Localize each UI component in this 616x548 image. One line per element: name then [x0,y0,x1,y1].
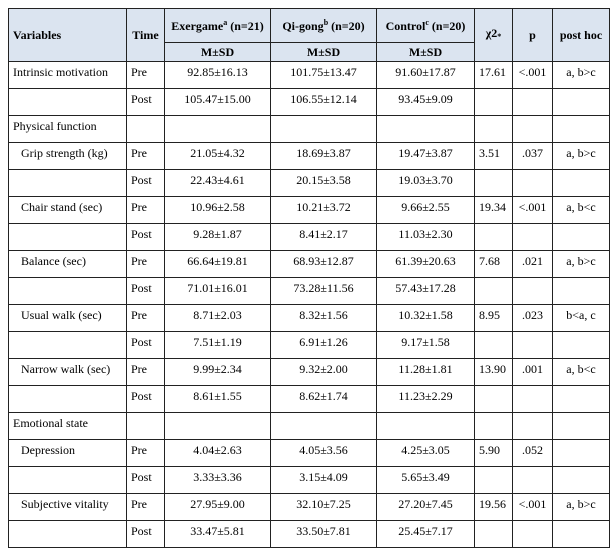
row-posthoc [553,89,610,116]
row-time: Post [127,224,165,251]
row-control [377,413,475,440]
table-row [9,62,610,89]
row-control: 19.47±3.87 [377,143,475,170]
row-posthoc: b<a, c [553,305,610,332]
row-p [513,386,553,413]
control-name: Control [385,18,426,33]
row-variable: Subjective vitality [9,494,127,521]
row-qigong: 20.15±3.58 [271,170,377,197]
subheader-msd-control: M±SD [377,43,475,62]
table-row [9,386,610,413]
row-exergame: 21.05±4.32 [165,143,271,170]
row-p [513,170,553,197]
row-time: Post [127,521,165,548]
row-chi: 19.34 [475,197,513,224]
row-variable [9,386,127,413]
row-posthoc [553,170,610,197]
row-posthoc [553,116,610,143]
row-qigong: 8.62±1.74 [271,386,377,413]
col-header-time: Time [127,9,165,62]
row-qigong: 10.21±3.72 [271,197,377,224]
col-header-chi [475,9,513,62]
table-row [9,170,610,197]
qigong-name: Qi-gong [282,18,324,33]
row-posthoc [553,413,610,440]
row-chi [475,89,513,116]
row-p: .023 [513,305,553,332]
qigong-sup: b [323,17,329,27]
row-chi: 13.90 [475,359,513,386]
row-p [513,521,553,548]
table-row [9,305,610,332]
row-qigong: 6.91±1.26 [271,332,377,359]
row-p [513,332,553,359]
row-posthoc [553,521,610,548]
row-time: Post [127,332,165,359]
row-posthoc [553,386,610,413]
row-control: 57.43±17.28 [377,278,475,305]
row-p: .052 [513,440,553,467]
row-posthoc [553,332,610,359]
table-row [9,89,610,116]
row-posthoc [553,278,610,305]
row-control: 25.45±7.17 [377,521,475,548]
col-header-posthoc: post hoc [553,9,610,62]
qigong-n: (n=20) [328,18,365,33]
table-row [9,278,610,305]
row-qigong [271,413,377,440]
row-p: .037 [513,143,553,170]
row-control: 9.66±2.55 [377,197,475,224]
row-time: Post [127,467,165,494]
row-chi: 5.90 [475,440,513,467]
row-exergame: 7.51±1.19 [165,332,271,359]
col-header-p: p [513,9,553,62]
row-chi: 7.68 [475,251,513,278]
table-row [9,494,610,521]
row-variable [9,332,127,359]
row-control: 10.32±1.58 [377,305,475,332]
row-variable: Chair stand (sec) [9,197,127,224]
row-exergame: 8.61±1.55 [165,386,271,413]
row-control: 4.25±3.05 [377,440,475,467]
row-exergame: 4.04±2.63 [165,440,271,467]
row-control: 11.28±1.81 [377,359,475,386]
row-p: <.001 [513,62,553,89]
chi-symbol: χ2 [485,26,498,40]
row-time [127,116,165,143]
table-row [9,467,610,494]
row-chi [475,467,513,494]
row-posthoc: a, b<c [553,359,610,386]
row-p [513,89,553,116]
row-chi [475,413,513,440]
row-qigong: 8.32±1.56 [271,305,377,332]
row-chi [475,386,513,413]
row-qigong: 32.10±7.25 [271,494,377,521]
row-time: Pre [127,494,165,521]
table-body [9,62,610,548]
row-chi [475,332,513,359]
row-p [513,116,553,143]
row-exergame: 105.47±15.00 [165,89,271,116]
row-chi [475,170,513,197]
row-time: Pre [127,197,165,224]
row-exergame: 9.99±2.34 [165,359,271,386]
row-exergame: 8.71±2.03 [165,305,271,332]
row-variable: Usual walk (sec) [9,305,127,332]
exergame-n: (n=21) [227,18,264,33]
table-row [9,521,610,548]
row-time: Post [127,386,165,413]
row-control: 9.17±1.58 [377,332,475,359]
row-chi [475,521,513,548]
row-exergame: 66.64±19.81 [165,251,271,278]
row-exergame: 71.01±16.01 [165,278,271,305]
row-variable [9,521,127,548]
row-p: <.001 [513,197,553,224]
row-variable: Emotional state [9,413,127,440]
row-control: 5.65±3.49 [377,467,475,494]
chi-mark: * [497,32,502,41]
row-posthoc: a, b>c [553,62,610,89]
row-posthoc: a, b>c [553,251,610,278]
row-variable [9,89,127,116]
table-row [9,440,610,467]
row-chi: 3.51 [475,143,513,170]
row-p [513,224,553,251]
row-qigong: 9.32±2.00 [271,359,377,386]
row-variable [9,224,127,251]
row-exergame: 92.85±16.13 [165,62,271,89]
table-row [9,143,610,170]
col-header-control [377,9,475,43]
row-p: .021 [513,251,553,278]
exergame-name: Exergame [171,18,224,33]
row-time: Post [127,278,165,305]
row-time: Post [127,89,165,116]
row-control: 11.03±2.30 [377,224,475,251]
col-header-qigong [271,9,377,43]
row-time: Post [127,170,165,197]
row-qigong: 8.41±2.17 [271,224,377,251]
row-exergame: 22.43±4.61 [165,170,271,197]
table-row [9,197,610,224]
row-posthoc: a, b>c [553,494,610,521]
subheader-msd-qigong: M±SD [271,43,377,62]
row-variable: Depression [9,440,127,467]
row-variable: Intrinsic motivation [9,62,127,89]
row-posthoc: a, b>c [553,143,610,170]
row-qigong: 73.28±11.56 [271,278,377,305]
col-header-exergame [165,9,271,43]
row-chi: 17.61 [475,62,513,89]
row-time: Pre [127,359,165,386]
row-control: 61.39±20.63 [377,251,475,278]
control-n: (n=20) [428,18,466,33]
row-qigong: 68.93±12.87 [271,251,377,278]
col-header-variables: Variables [9,9,127,62]
row-control: 27.20±7.45 [377,494,475,521]
row-variable [9,467,127,494]
table-row [9,224,610,251]
row-chi: 19.56 [475,494,513,521]
row-time: Pre [127,62,165,89]
row-exergame: 27.95±9.00 [165,494,271,521]
row-exergame [165,116,271,143]
table-row [9,359,610,386]
row-qigong: 101.75±13.47 [271,62,377,89]
row-control [377,116,475,143]
row-chi [475,116,513,143]
row-p [513,413,553,440]
row-exergame: 9.28±1.87 [165,224,271,251]
row-qigong: 106.55±12.14 [271,89,377,116]
row-chi: 8.95 [475,305,513,332]
row-control: 93.45±9.09 [377,89,475,116]
row-exergame: 10.96±2.58 [165,197,271,224]
row-exergame: 3.33±3.36 [165,467,271,494]
row-posthoc: a, b<c [553,197,610,224]
row-variable: Narrow walk (sec) [9,359,127,386]
row-time: Pre [127,305,165,332]
row-qigong: 4.05±3.56 [271,440,377,467]
row-posthoc [553,440,610,467]
row-qigong: 18.69±3.87 [271,143,377,170]
row-exergame: 33.47±5.81 [165,521,271,548]
results-table [8,8,610,548]
table-row [9,251,610,278]
row-p [513,278,553,305]
row-p [513,467,553,494]
row-qigong: 3.15±4.09 [271,467,377,494]
row-p: .001 [513,359,553,386]
row-control: 11.23±2.29 [377,386,475,413]
row-exergame [165,413,271,440]
row-variable [9,278,127,305]
subheader-msd-exergame: M±SD [165,43,271,62]
row-qigong: 33.50±7.81 [271,521,377,548]
row-variable [9,170,127,197]
row-time: Pre [127,251,165,278]
table-row [9,116,610,143]
row-p: <.001 [513,494,553,521]
row-qigong [271,116,377,143]
row-control: 91.60±17.87 [377,62,475,89]
row-time: Pre [127,440,165,467]
row-chi [475,224,513,251]
row-time [127,413,165,440]
control-sup: c [425,17,429,27]
exergame-sup: a [223,17,228,27]
row-posthoc [553,467,610,494]
table-row [9,332,610,359]
row-variable: Balance (sec) [9,251,127,278]
row-chi [475,278,513,305]
table-row [9,413,610,440]
row-variable: Physical function [9,116,127,143]
row-posthoc [553,224,610,251]
row-control: 19.03±3.70 [377,170,475,197]
row-variable: Grip strength (kg) [9,143,127,170]
row-time: Pre [127,143,165,170]
